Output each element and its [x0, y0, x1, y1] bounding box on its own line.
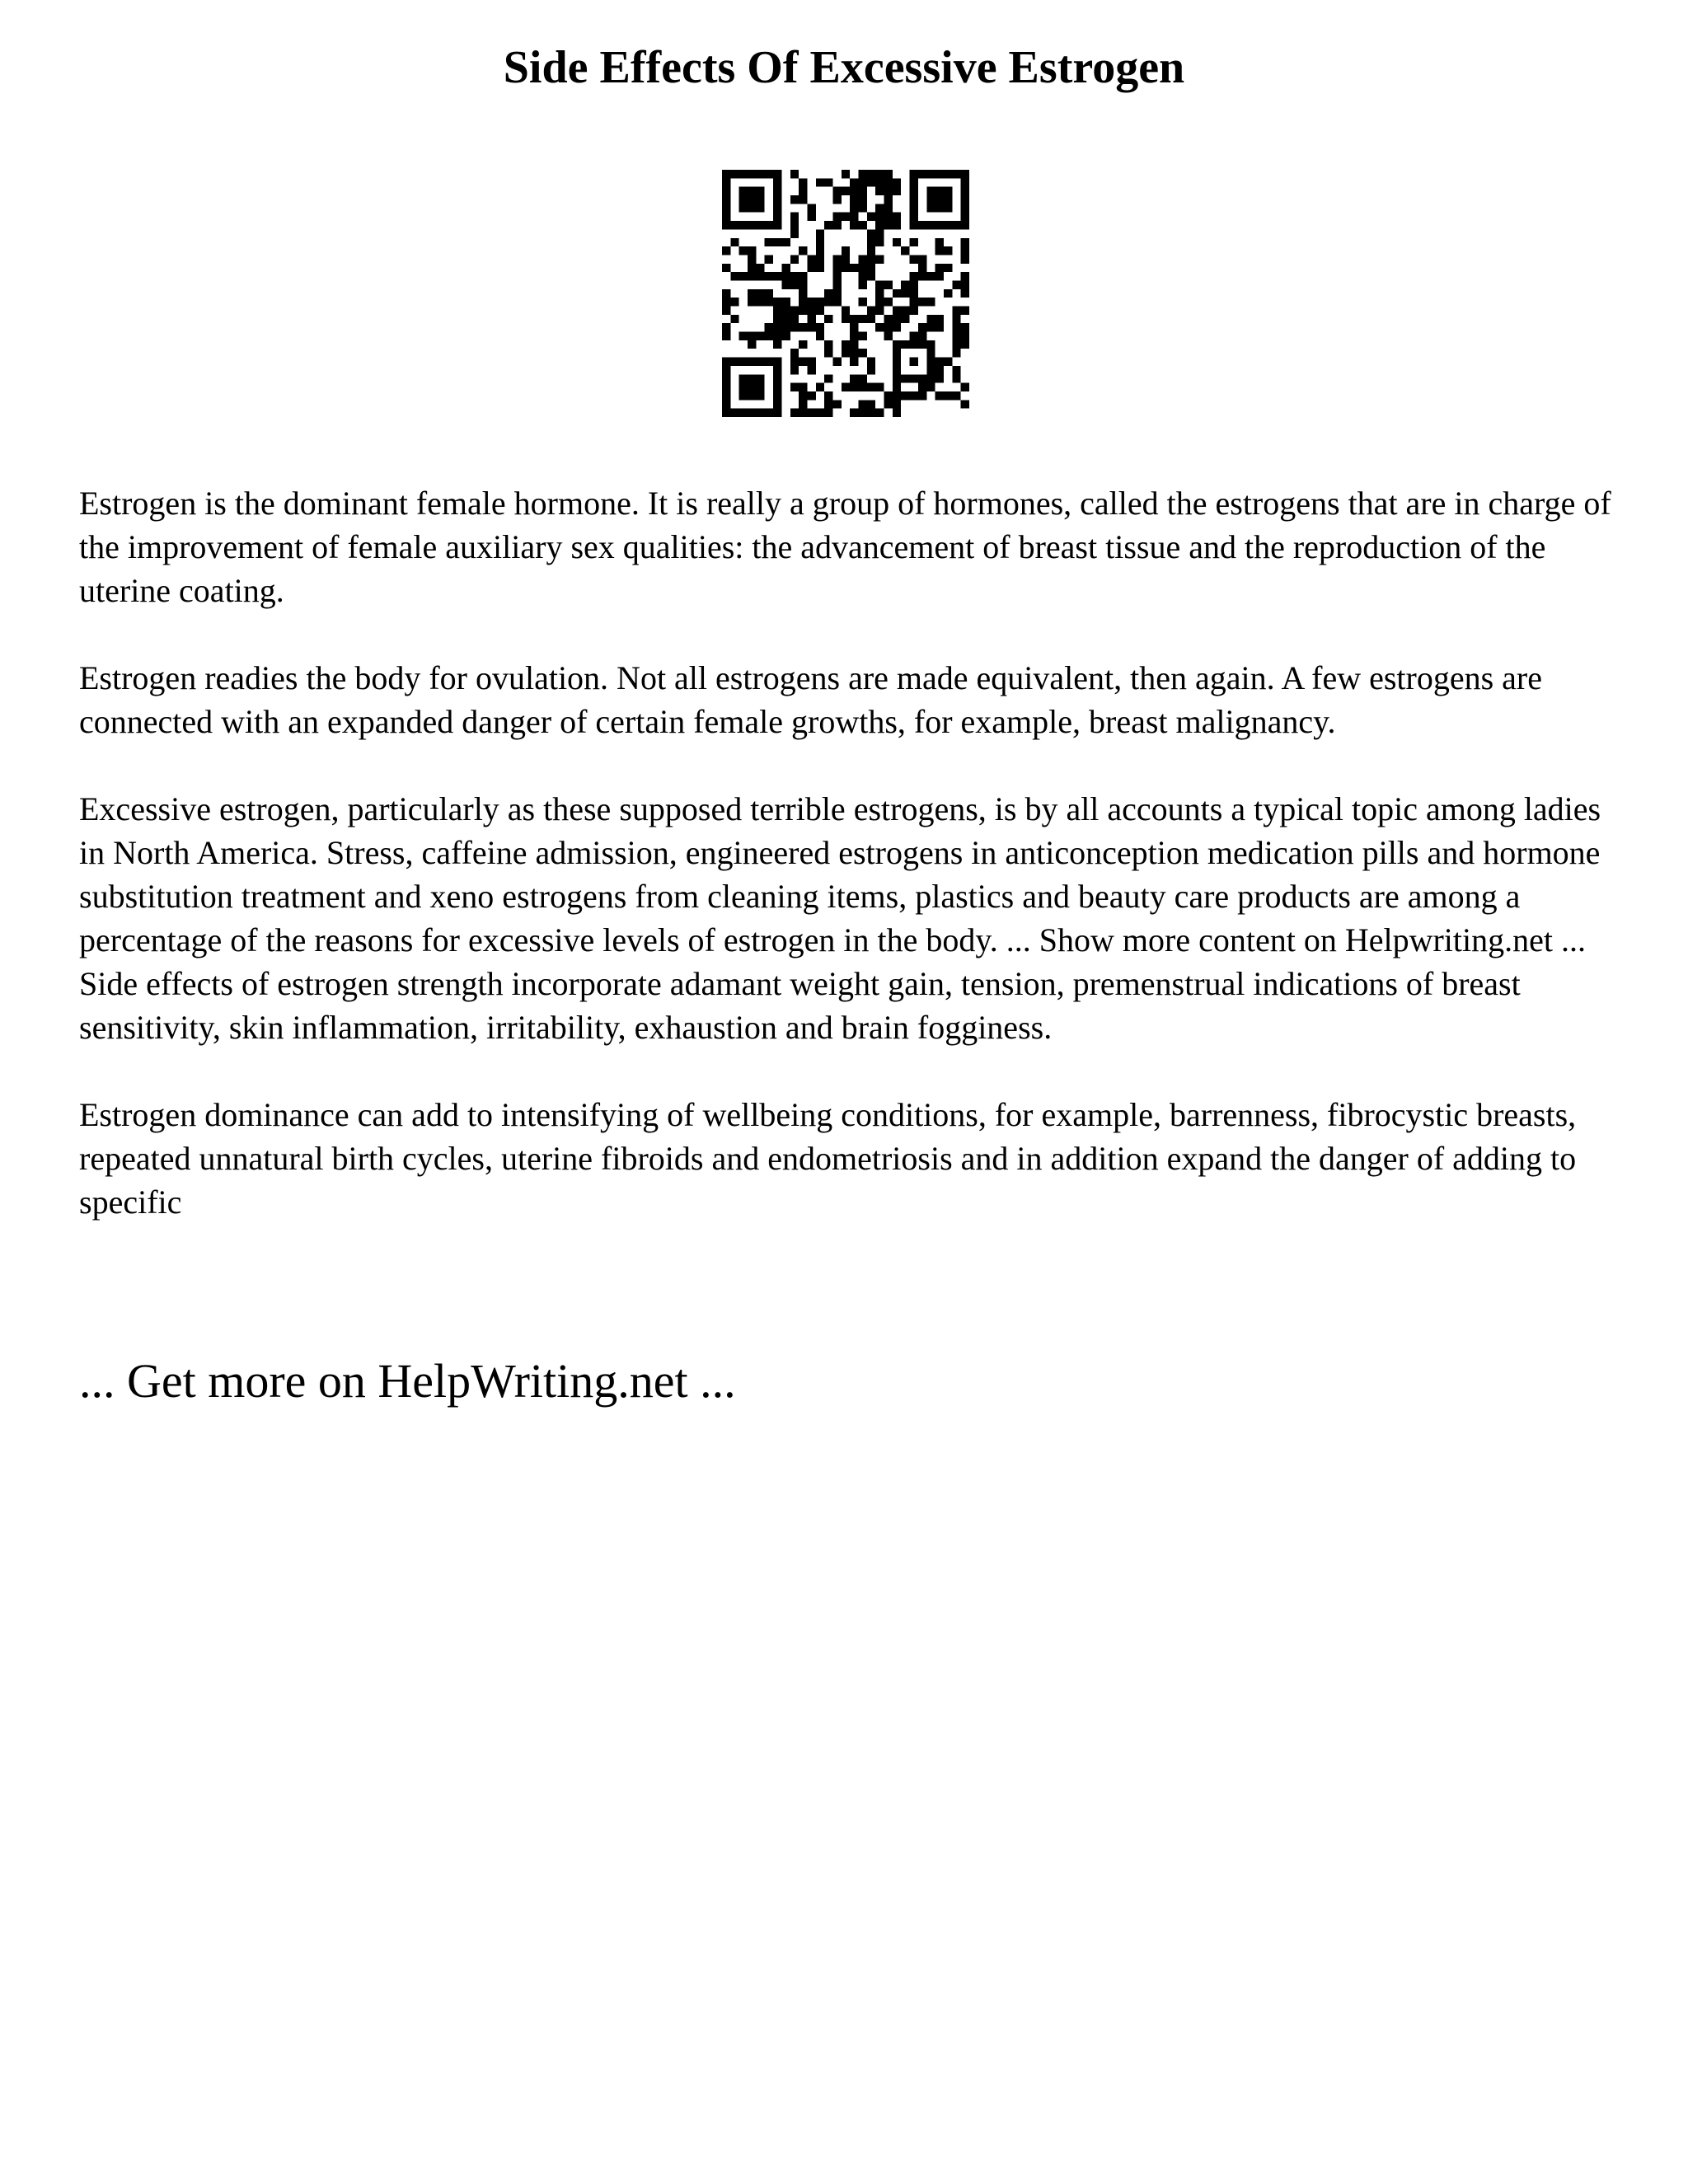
paragraph-ovulation: Estrogen readies the body for ovulation. Not all estrogens are made equivalent, then again. A few estrogens are connected with an expanded danger of certain female growths, for example, breast malignancy.: [79, 659, 1542, 740]
qr-code-graphic: [722, 170, 969, 417]
paragraph-dominance: Estrogen dominance can add to intensifying of wellbeing conditions, for example, barrenness, fibrocystic breasts, repeated unnatural birth cycles, uterine fibroids and endometriosis and in addition expand the danger of adding to specific: [79, 1096, 1577, 1221]
paragraph-side-effects: Side effects of estrogen strength incorporate adamant weight gain, tension, premenstrual indications of breast sensitivity, skin inflammation, irritability, exhaustion and brain fogginess.: [79, 965, 1521, 1046]
paragraph-excessive-estrogen: Excessive estrogen, particularly as these supposed terrible estrogens, is by all accounts a typical topic among ladies in North America. Stress, caffeine admission, engineered estrogens in anticonception medication pills and hormone substitution treatment and xeno estrogens from cleaning items, plastics and beauty care products are among a percentage of the reasons for excessive levels of estrogen in the body. ... Show more content on Helpwriting.net ...: [79, 790, 1601, 958]
qr-code-icon[interactable]: [722, 170, 969, 417]
article-body: [79, 481, 1629, 1268]
page-title: Side Effects Of Excessive Estrogen: [503, 42, 1185, 93]
get-more-link[interactable]: ... Get more on HelpWriting.net ...: [79, 1354, 736, 1408]
paragraph-intro: Estrogen is the dominant female hormone. It is really a group of hormones, called the estrogens that are in charge of the improvement of female auxiliary sex qualities: the advancement of breast tissue and the reproduction of the uterine coating.: [79, 485, 1611, 609]
